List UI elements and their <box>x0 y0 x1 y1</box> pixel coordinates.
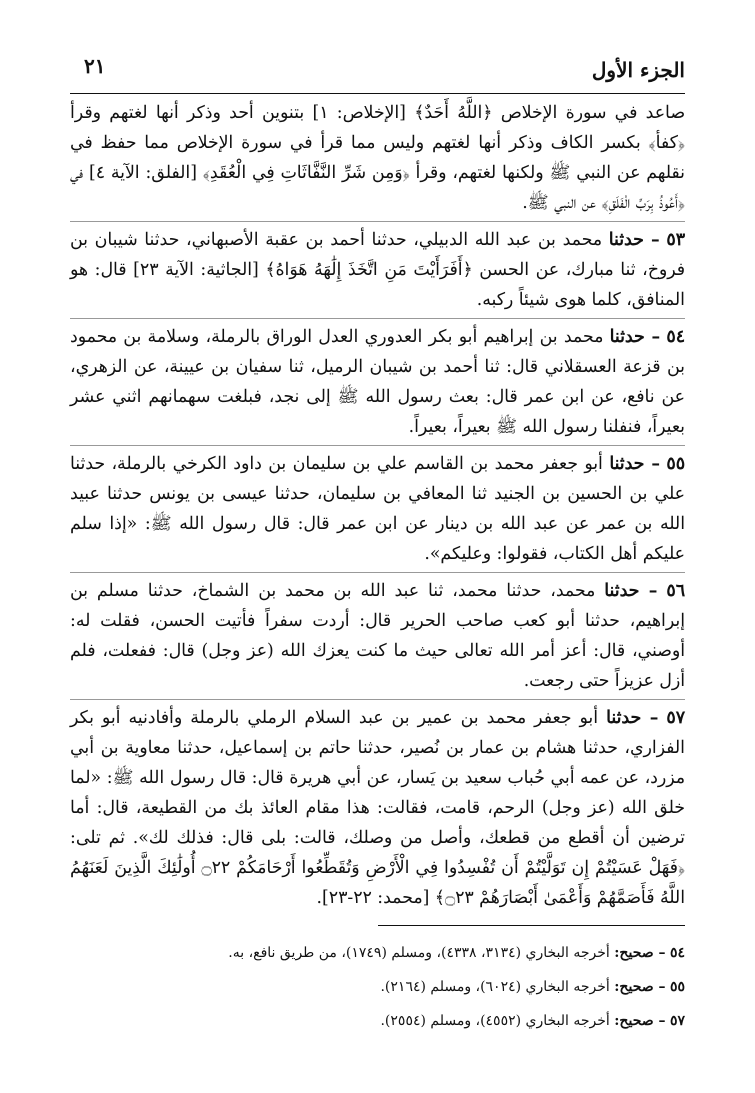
header-rule <box>70 93 685 94</box>
footnote-number: ٥٥ <box>669 979 685 995</box>
divider <box>70 445 685 446</box>
hadith-text: محمد، حدثنا محمد، ثنا عبد الله بن محمد بن الشماخ، حدثنا مسلم بن إبراهيم، حدثنا أبو كعب صاحب الحرير قال: أردت سفراً فأتيت الحسن، فقلت له: أوصني، قال: أعز أمر الله تعالى حيث ما كنت يعزك الله (عز وجل) قال: ففعلت، فلم أزل عزيزاً حتى رجعت. <box>70 581 685 691</box>
footnote-text: أخرجه البخاري (٦٠٢٤)، ومسلم (٢١٦٤). <box>380 979 610 995</box>
hadith-53 <box>70 225 685 315</box>
isnad-word: حدثنا <box>606 708 642 728</box>
divider <box>70 699 685 700</box>
footnote-item <box>90 970 685 1004</box>
hadith-text: أبو جعفر محمد بن عمير بن عبد السلام الرملي بالرملة وأفادنيه أبو بكر الفزاري، حدثنا هشام بن عمار بن نُصير، حدثنا حاتم بن إسماعيل، حدثنا معاوية بن أبي مزرد، عن عمه أبي حُباب سعيد بن يَسار، عن أبي هريرة قال: قال رسول الله ﷺ: «لما خلق الله (عز وجل) الرحم، قامت، فقالت: هذا مقام العائذ بك من القطيعة، قال: أما ترضين أن أقطع من قطعك، وأصل من وصلك، قالت: بلى قال: فذلك لك». ثم تلى: ﴿فَهَلْ عَسَيْتُمْ إِن تَوَلَّيْتُمْ أَن تُفْسِدُوا فِي الْأَرْضِ وَتُقَطِّعُوا أَرْحَامَكُمْ ۝٢٢ أُولَٰئِكَ الَّذِينَ لَعَنَهُمُ اللَّهُ فَأَصَمَّهُمْ وَأَعْمَىٰ أَبْصَارَهُمْ ۝٢٣﴾ [محمد: ٢٢-٢٣]. <box>70 708 685 908</box>
dash: – <box>644 327 661 347</box>
footnote-text: أخرجه البخاري (٣١٣٤، ٤٣٣٨)، ومسلم (١٧٤٩)، من طريق نافع، به. <box>228 945 610 961</box>
dash: – <box>653 1013 666 1029</box>
intro-paragraph: صاعد في سورة الإخلاص ﴿اللَّهُ أَحَدٌ﴾ [الإخلاص: ١] بتنوين أحد وذكر أنها لغتهم وقرأ ﴿كفأ﴾ بكسر الكاف وذكر أنها لغتهم وليس مما قرأ في سورة الإخلاص مما حفظ في نقلهم عن النبي ﷺ ولكنها لغتهم، وقرأ ﴿وَمِن شَرِّ النَّفَّاثَاتِ فِي الْعُقَدِ﴾ [الفلق: الآية ٤] في ﴿أَعُوذُ بِرَبِّ الْفَلَقِ﴾ عن النبي ﷺ. <box>70 103 685 213</box>
footnote-grade: صحيح: <box>614 979 654 995</box>
hadith-text: أبو جعفر محمد بن القاسم علي بن سليمان بن داود الكرخي بالرملة، حدثنا علي بن الحسين بن الجنيد ثنا المعافي بن سليمان، حدثنا عيسى بن يونس حدثنا عبيد الله بن عمر عن عبد الله بن دينار عن ابن عمر قال: قال رسول الله ﷺ: «إذا سلم عليكم أهل الكتاب، فقولوا: وعليكم». <box>70 454 685 564</box>
isnad-word: حدثنا <box>609 327 645 347</box>
hadith-number: ٥٣ <box>666 230 685 250</box>
footnotes <box>90 936 685 1038</box>
hadith-number: ٥٧ <box>666 708 685 728</box>
footnote-number: ٥٧ <box>669 1013 685 1029</box>
footnote-text: أخرجه البخاري (٤٥٥٢)، ومسلم (٢٥٥٤). <box>380 1013 610 1029</box>
dash: – <box>644 454 660 474</box>
footnote-grade: صحيح: <box>614 945 654 961</box>
footnote-item <box>90 1004 685 1038</box>
main-text <box>70 98 685 915</box>
page-header <box>70 50 685 90</box>
running-title: الجزء الأول <box>591 58 685 82</box>
footnote-rule <box>378 925 685 926</box>
footnote-number: ٥٤ <box>669 945 685 961</box>
hadith-text: محمد بن عبد الله الدبيلي، حدثنا أحمد بن عقبة الأصبهاني، حدثنا شيبان بن فروخ، ثنا مبارك، عن الحسن ﴿أَفَرَأَيْتَ مَنِ اتَّخَذَ إِلَٰهَهُ هَوَاهُ﴾ [الجاثية: الآية ٢٣] قال: هو المنافق، كلما هوى شيئاً ركبه. <box>70 230 685 310</box>
hadith-57 <box>70 703 685 913</box>
divider <box>70 318 685 319</box>
hadith-number: ٥٥ <box>666 454 685 474</box>
dash: – <box>653 979 666 995</box>
isnad-word: حدثنا <box>609 454 645 474</box>
isnad-word: حدثنا <box>604 581 640 601</box>
divider <box>70 221 685 222</box>
dash: – <box>653 945 666 961</box>
footnote-grade: صحيح: <box>614 1013 654 1029</box>
hadith-number: ٥٦ <box>666 581 685 601</box>
isnad-word: حدثنا <box>608 230 644 250</box>
page-number: ٢١ <box>84 54 106 78</box>
footnote-item <box>90 936 685 970</box>
hadith-55 <box>70 449 685 569</box>
dash: – <box>639 581 658 601</box>
dash: – <box>641 708 659 728</box>
divider <box>70 572 685 573</box>
dash: – <box>643 230 660 250</box>
hadith-56 <box>70 576 685 696</box>
hadith-54 <box>70 322 685 442</box>
hadith-number: ٥٤ <box>666 327 685 347</box>
hadith-text: محمد بن إبراهيم أبو بكر العدوري العدل الوراق بالرملة، وسلامة بن محمود بن قزعة العسقلاني قال: ثنا أحمد بن شيبان الرميل، ثنا سفيان بن عيينة، عن الزهري، عن نافع، عن ابن عمر قال: بعث رسول الله ﷺ إلى نجد، فبلغت سهمانهم اثني عشر بعيراً، فنفلنا رسول الله ﷺ بعيراً، بعيراً. <box>70 327 685 437</box>
